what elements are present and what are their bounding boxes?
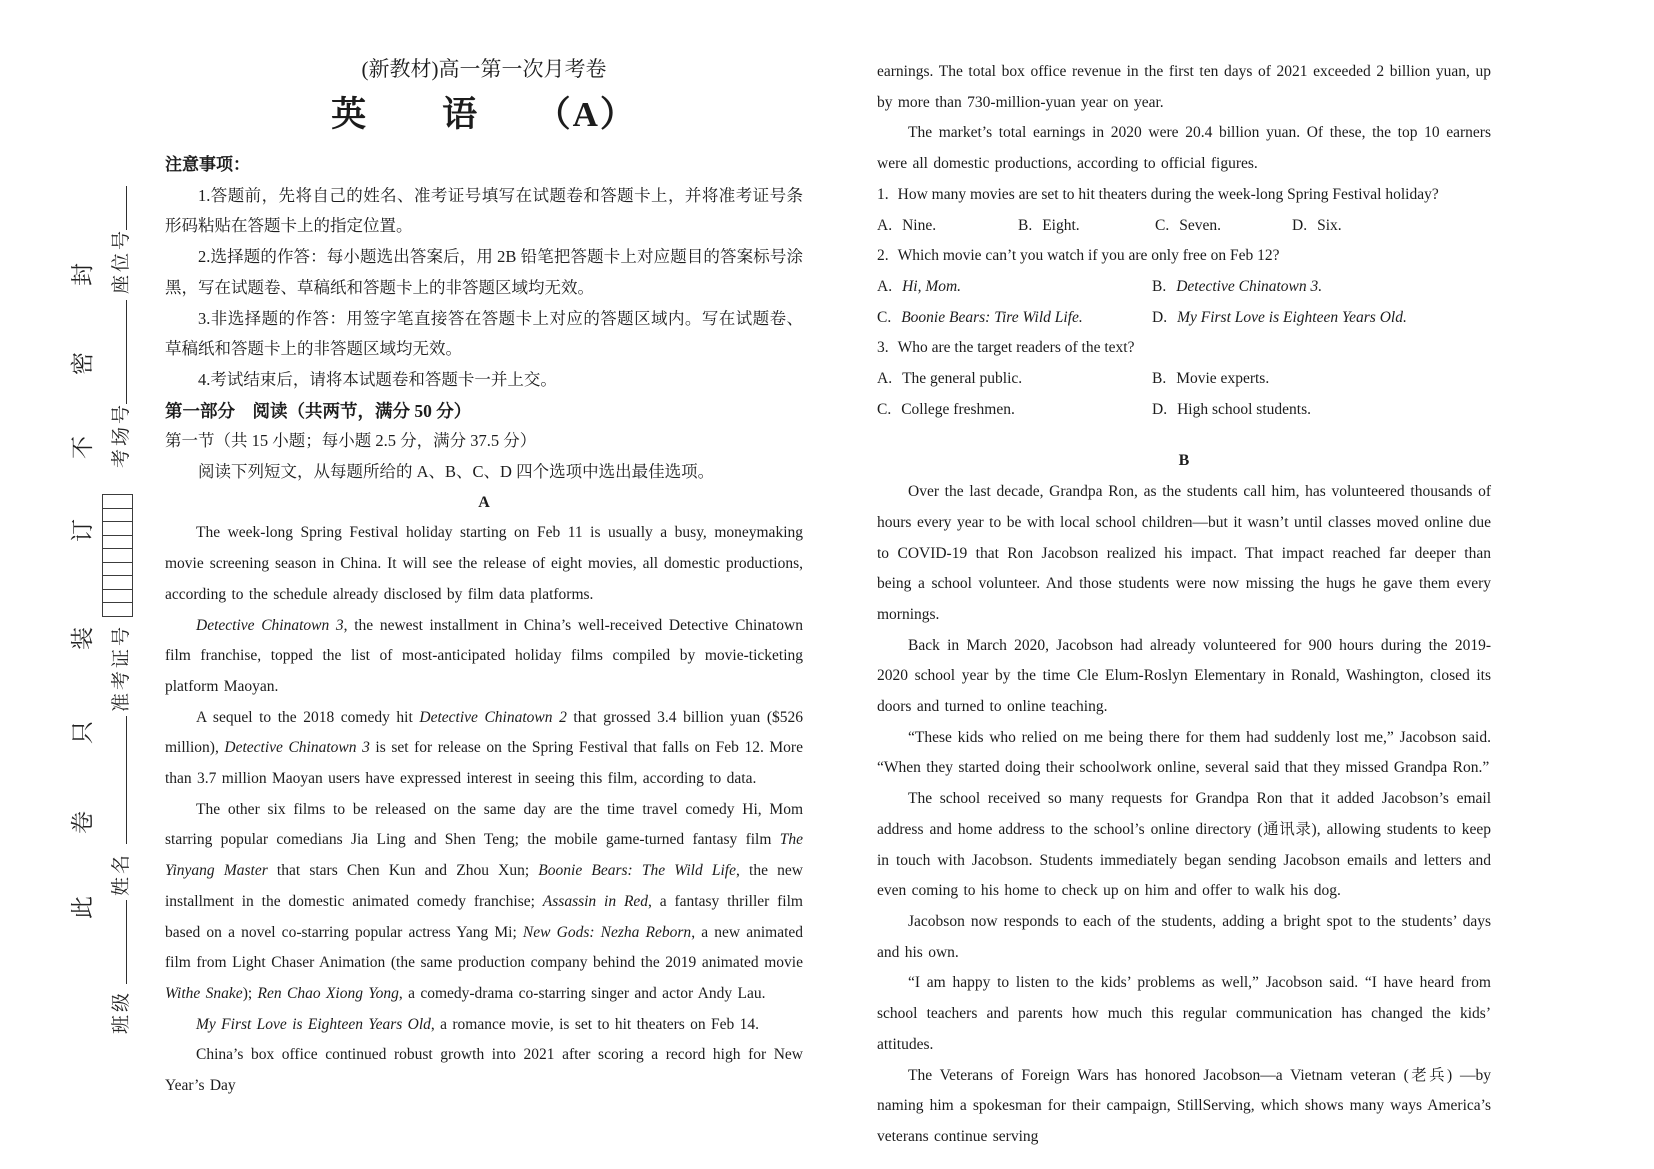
options-row [877,395,1491,426]
question-number: 1. [877,185,889,203]
passage-b-label: B [1178,452,1190,470]
seal-char: 封 [70,263,95,286]
notice-title: 注意事项： [165,155,250,174]
question-number: 2. [877,247,889,265]
part1-heading: 第一部分 阅读（共两节，满分 50 分） [165,400,472,421]
option-letter: B. [1152,370,1167,388]
option-letter: C. [877,400,892,418]
question-number: 3. [877,339,889,357]
paragraph: The week-long Spring Festival holiday starting on Feb 11 is usually a busy, moneymaking movie screening season in China. It will see the release of eight movies, all domestic productions, according to the schedule already disclosed by film data platforms. [165,524,803,603]
paragraph: 2.选择题的作答：每小题选出答案后，用 2B 铅笔把答题卡上对应题目的答案标号涂黑，写在试题卷、草稿纸和答题卡上的非答题区域均无效。 [165,247,803,297]
section1-heading: 第一节（共 15 小题；每小题 2.5 分，满分 37.5 分） [165,431,537,451]
section1-instruction: 阅读下列短文，从每题所给的 A、B、C、D 四个选项中选出最佳选项。 [198,462,715,482]
admission-number-cell [102,508,133,523]
answer-option [1152,303,1407,334]
option-text: Detective Chinatown 3. [1176,277,1323,295]
name-label: 姓名 [111,851,132,896]
option-text: Hi, Mom. [902,277,962,295]
answer-option [877,303,1152,334]
option-letter: D. [1152,308,1168,326]
paragraph: A sequel to the 2018 comedy hit Detective Chinatown 2 that grossed 3.4 billion yuan ($526 million), Detective Chinatown 3 is set for release on the Spring Festival that falls on Feb 12. More than 3.7 million Maoyan users have expressed interest in seeing this film, according to data. [165,708,803,788]
admission-number-cell [102,576,133,591]
options-row [877,364,1491,395]
options-row [877,272,1491,303]
right-column [877,57,1491,1153]
option-letter: C. [1155,216,1170,234]
answer-option [1018,211,1155,242]
seal-char: 不 [70,436,95,459]
notice-list [165,181,803,396]
admission-number-cell [102,589,133,604]
paragraph: My First Love is Eighteen Years Old, a romance movie, is set to hit theaters on Feb 14. [196,1015,760,1033]
options-row [877,211,1491,242]
options-row [877,303,1491,334]
admission-number-cell [102,535,133,550]
passage-a-label: A [478,493,490,511]
option-text: College freshmen. [901,400,1015,418]
admission-number-label: 准考证号 [111,623,132,712]
answer-option [1152,272,1322,303]
left-column [165,0,803,1102]
admission-number-cell [102,562,133,577]
paragraph: 3.非选择题的作答：用签字笔直接答在答题卡上对应的答题区域内。写在试题卷、草稿纸和答题卡上的非答题区域均无效。 [165,308,803,359]
question-text: 2. Which movie can’t you watch if you are only free on Feb 12? [877,247,1280,265]
paragraph: The other six films to be released on the same day are the time travel comedy Hi, Mom starring popular comedians Jia Ling and Shen Teng; the mobile game-turned fantasy film The Yinyang Master that stars Chen Kun and Zhou Xun; Boonie Bears: The Wild Life, the new installment in the domestic animated comedy franchise; Assassin in Red, a fantasy thriller film based on a novel co-starring popular actress Yang Mi; New Gods: Nezha Reborn, a new animated film from Light Chaser Animation (the same production company behind the 2019 animated movie Withe Snake); Ren Chao Xiong Yong, a comedy-drama co-starring singer and actor Andy Lau. [165,800,804,1002]
option-letter: C. [877,308,892,326]
paragraph: The Veterans of Foreign Wars has honored Jacobson—a Vietnam veteran (老兵) —by naming him a spokesman for their campaign, StillServing, which shows many ways America’s veterans continue serving [877,1066,1491,1145]
name-blank-line [100,716,127,844]
class-label: 班级 [111,989,132,1034]
option-text: Six. [1317,216,1342,234]
question-text: 3. Who are the target readers of the text? [877,339,1135,357]
option-letter: A. [877,216,893,234]
option-text: High school students. [1177,400,1311,418]
option-letter: D. [1292,216,1308,234]
seat-number-blank-line [100,186,127,230]
paragraph: “I am happy to listen to the kids’ problems as well,” Jacobson said. “I have heard from school teachers and parents how much this regular communication has changed the kids’ attitudes. [877,974,1491,1053]
seal-char: 此 [70,896,95,919]
seat-number-label: 座位号 [111,227,132,294]
seal-char: 装 [70,627,95,650]
option-text: Boonie Bears: Tire Wild Life. [901,308,1083,326]
exam-title: 英 语 （A） [331,95,637,134]
paragraph: 1.答题前，先将自己的姓名、准考证号填写在试题卷和答题卡上，并将准考证号条形码粘贴在答题卡上的指定位置。 [165,185,803,236]
option-text: The general public. [902,370,1023,388]
answer-option [1155,211,1292,242]
paragraph: The market’s total earnings in 2020 were 20.4 billion yuan. Of these, the top 10 earners were all domestic productions, according to official figures. [877,124,1491,173]
answer-option [877,272,1152,303]
class-blank-line [100,900,127,984]
admission-number-cell [102,549,133,564]
admission-number-cells [102,495,133,617]
paragraph: Detective Chinatown 3, the newest installment in China’s well-received Detective Chinatown film franchise, topped the list of most-anticipated holiday films compiled by movie-ticketing platform Maoyan. [165,616,803,695]
question-text: 1. How many movies are set to hit theaters during the week-long Spring Festival holiday? [877,185,1439,203]
seal-student-fields [96,172,142,1042]
paragraph: China’s box office continued robust growth into 2021 after scoring a record high for New Year’s Day [165,1046,803,1095]
answer-option [877,364,1152,395]
paragraph: Back in March 2020, Jacobson had already volunteered for 900 hours during the 2019-2020 school year by the time Cle Elum-Roslyn Elementary in Ronald, Washington, closed its doors and turned to online teaching. [877,636,1491,716]
option-text: Eight. [1042,216,1080,234]
questions [877,180,1491,426]
answer-option [877,211,1018,242]
option-text: Seven. [1179,216,1221,234]
option-text: My First Love is Eighteen Years Old. [1177,308,1407,326]
seal-char: 卷 [70,811,95,834]
passage-b-body [877,477,1491,1152]
answer-option [1152,395,1311,426]
exam-header: (新教材)高一第一次月考卷 [361,57,607,81]
admission-number-cell [102,603,133,618]
option-letter: D. [1152,400,1168,418]
seal-char: 订 [70,519,95,542]
passage-a-body [165,518,803,1101]
paragraph: earnings. The total box office revenue in the first ten days of 2021 exceeded 2 billion yuan, up by more than 730-million-yuan year on year. [877,63,1491,111]
exam-room-blank-line [100,300,127,404]
paragraph: Jacobson now responds to each of the students, adding a bright spot to the students’ days and his own. [877,912,1491,961]
passage-a-continuation [877,57,1491,180]
paragraph: “These kids who relied on me being there for them had suddenly lost me,” Jacobson said. “When they started doing their schoolwork online, several said that they missed Grandpa Ron.” [877,728,1491,777]
admission-number-cell [102,495,133,510]
paragraph: Over the last decade, Grandpa Ron, as the students call him, has volunteered thousands of hours every year to be with local school children—but it wasn’t until classes moved online due to COVID-19 that Ron Jacobson realized his impact. That impact reached far deeper than being a school volunteer. And those students were now missing the hugs he gave them every mornings. [877,483,1491,623]
admission-number-cell [102,522,133,537]
answer-option [1292,211,1342,242]
option-letter: B. [1152,277,1167,295]
answer-option [877,395,1152,426]
option-text: Nine. [902,216,937,234]
paragraph: 4.考试结束后，请将本试题卷和答题卡一并上交。 [198,369,557,389]
option-letter: B. [1018,216,1033,234]
answer-option [1152,364,1269,395]
option-letter: A. [877,370,893,388]
exam-room-label: 考场号 [111,401,132,468]
option-letter: A. [877,277,893,295]
seal-char: 只 [70,721,95,744]
option-text: Movie experts. [1176,370,1270,388]
paragraph: The school received so many requests for Grandpa Ron that it added Jacobson’s email address and home address to the school’s online directory (通讯录), allowing students to keep in touch with Jacobson. Students immediately began sending Jacobson emails and letters and even coming to his home to check up on him and offer to walk his dog. [877,790,1491,900]
seal-line-characters [58,172,100,1032]
seal-char: 密 [70,352,95,375]
